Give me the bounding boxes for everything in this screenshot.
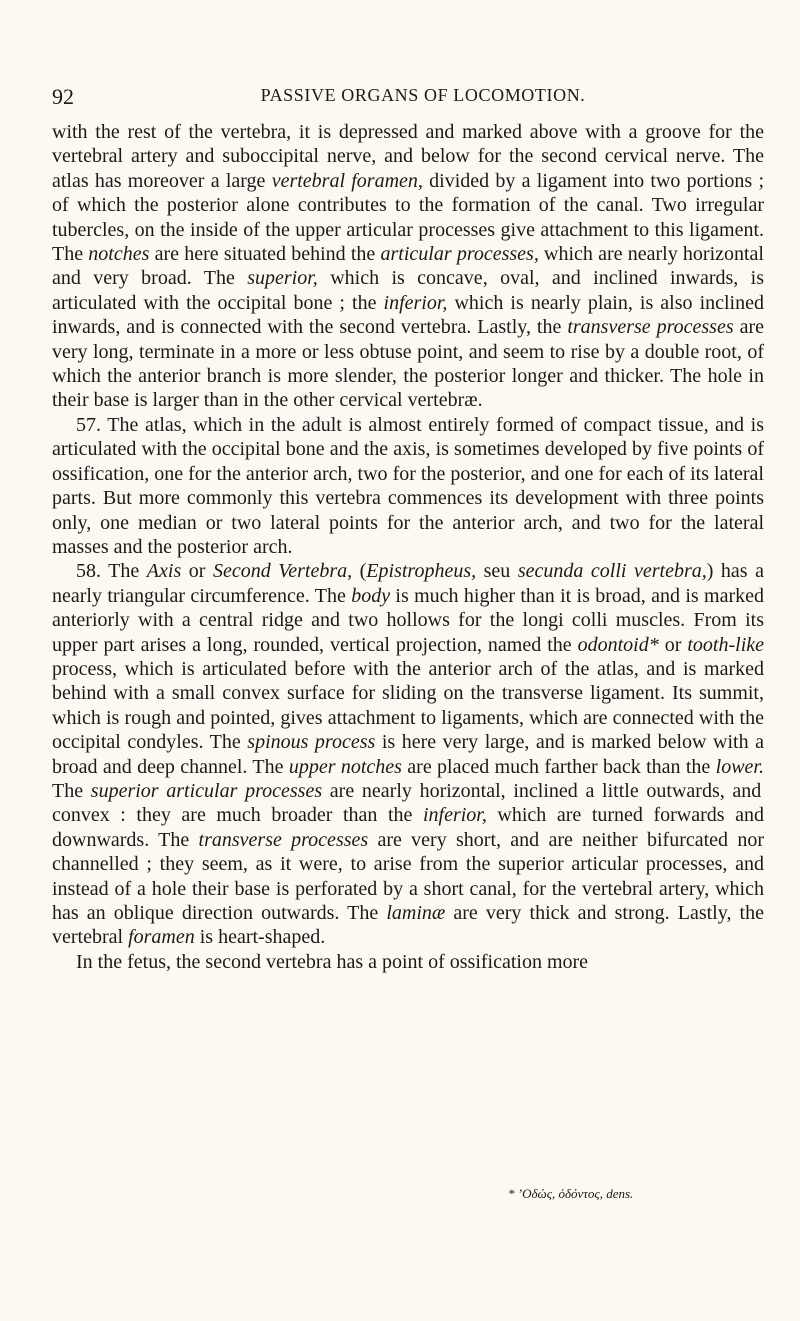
emphasis: superior,	[247, 267, 318, 290]
page-header	[52, 84, 764, 110]
emphasis: spinous process	[247, 731, 376, 754]
text-run: are very short, and are neither bifurcated nor channelled ; they seem, as it were, to arise from the superior articular processes, and instead of a hole their base is perforated by a short canal, for the vertebral artery, which has an oblique direction outwards. The	[52, 828, 764, 924]
text-run: or	[658, 633, 688, 656]
text-run: is here very large, and is marked below with a broad and deep channel. The	[52, 731, 764, 778]
emphasis: secunda colli vertebra,	[517, 560, 707, 583]
text-run: are very long, terminate in a more or less obtuse point, and seem to rise by a double root, of which the anterior branch is more slender, the posterior longer and thicker. The hole in their base is larger than in the other cervical vertebræ.	[52, 316, 765, 412]
text-run: are very thick and strong. Lastly, the vertebral	[52, 902, 764, 949]
text-run: with the rest of the vertebra, it is depressed and marked above with a groove for the vertebral artery and suboccipital nerve, and below for the second cervical nerve. The atlas has moreover a large	[52, 121, 764, 192]
emphasis: lower.	[715, 755, 764, 778]
text-run: which is nearly plain, is also inclined inwards, and is connected with the second vertebra. Lastly, the	[52, 291, 764, 339]
emphasis: body	[351, 584, 391, 607]
emphasis: inferior,	[383, 291, 448, 314]
paragraph-fetus	[52, 950, 764, 974]
text-run: which are turned forwards and downwards. The	[52, 804, 764, 851]
emphasis: notches	[88, 243, 150, 266]
text-run: is much higher than it is broad, and is marked anteriorly with a central ridge and two hollows for the longi colli muscles. From its upper part arises a long, rounded, vertical projection, named the	[52, 584, 764, 656]
text-run: divided by a ligament into two portions ; of which the posterior alone contributes to the formation of the canal. Two irregular tubercles, on the inside of the upper articular processes give attachment to this ligament. The	[52, 169, 764, 266]
emphasis: Second Vertebra,	[212, 560, 353, 583]
text-run: is heart-shaped.	[194, 926, 326, 949]
footnote: * ’Οδὡς, ὀδόντος, dens.	[508, 1186, 634, 1201]
text-run: seu	[476, 560, 518, 583]
emphasis: superior articular processes	[90, 779, 323, 802]
body-text	[52, 120, 764, 974]
emphasis: laminæ	[386, 902, 446, 924]
text-run: are nearly horizontal, inclined a little outwards, and convex : they are much broader than the	[52, 779, 762, 827]
emphasis: articular processes,	[380, 243, 539, 266]
text-run: 57. The atlas, which in the adult is almost entirely formed of compact tissue, and is articulated with the occipital bone and the axis, is sometimes developed by five points of ossification, one for the anterior arch, two for the posterior, and one for each of its lateral parts. But more commonly this vertebra commences its development with three points only, one median or two lateral points for the anterior arch, and two for the lateral masses and the posterior arch.	[52, 413, 764, 558]
text-run: or	[181, 560, 213, 583]
running-head: PASSIVE ORGANS OF LOCOMOTION.	[260, 85, 586, 105]
emphasis: transverse processes	[567, 316, 734, 339]
emphasis: transverse processes	[198, 828, 369, 851]
text-run: are placed much farther back than the	[401, 755, 716, 778]
emphasis: Epistropheus,	[366, 560, 477, 583]
text-run: The	[52, 779, 91, 802]
text-run: 58. The	[76, 560, 147, 583]
text-run: which are nearly horizontal and very broad. The	[52, 243, 764, 290]
emphasis: inferior,	[422, 804, 487, 827]
paragraph-1	[52, 120, 764, 413]
emphasis: foramen	[128, 926, 195, 949]
text-run: are here situated behind the	[149, 243, 381, 266]
emphasis: upper notches	[288, 755, 402, 778]
text-run: In the fetus, the second vertebra has a point of ossification more	[76, 950, 589, 973]
emphasis: odontoid*	[577, 633, 659, 656]
emphasis: vertebral foramen,	[271, 169, 423, 192]
text-run: ) has a nearly triangular circumference. The	[52, 560, 764, 607]
emphasis: tooth-like	[687, 633, 764, 656]
text-run: (	[352, 560, 367, 583]
emphasis: Axis	[146, 560, 182, 583]
paragraph-58	[52, 559, 764, 950]
text-run: process, which is articulated before with the anterior arch of the atlas, and is marked behind with a small convex surface for sliding on the transverse ligament. Its summit, which is rough and pointed, gives attachment to ligaments, which are connected with the occipital condyles. The	[52, 657, 764, 754]
text-run: which is concave, oval, and inclined inwards, is articulated with the occipital bone ; the	[52, 267, 765, 314]
paragraph-57	[52, 413, 764, 559]
page-number: 92	[52, 84, 74, 109]
